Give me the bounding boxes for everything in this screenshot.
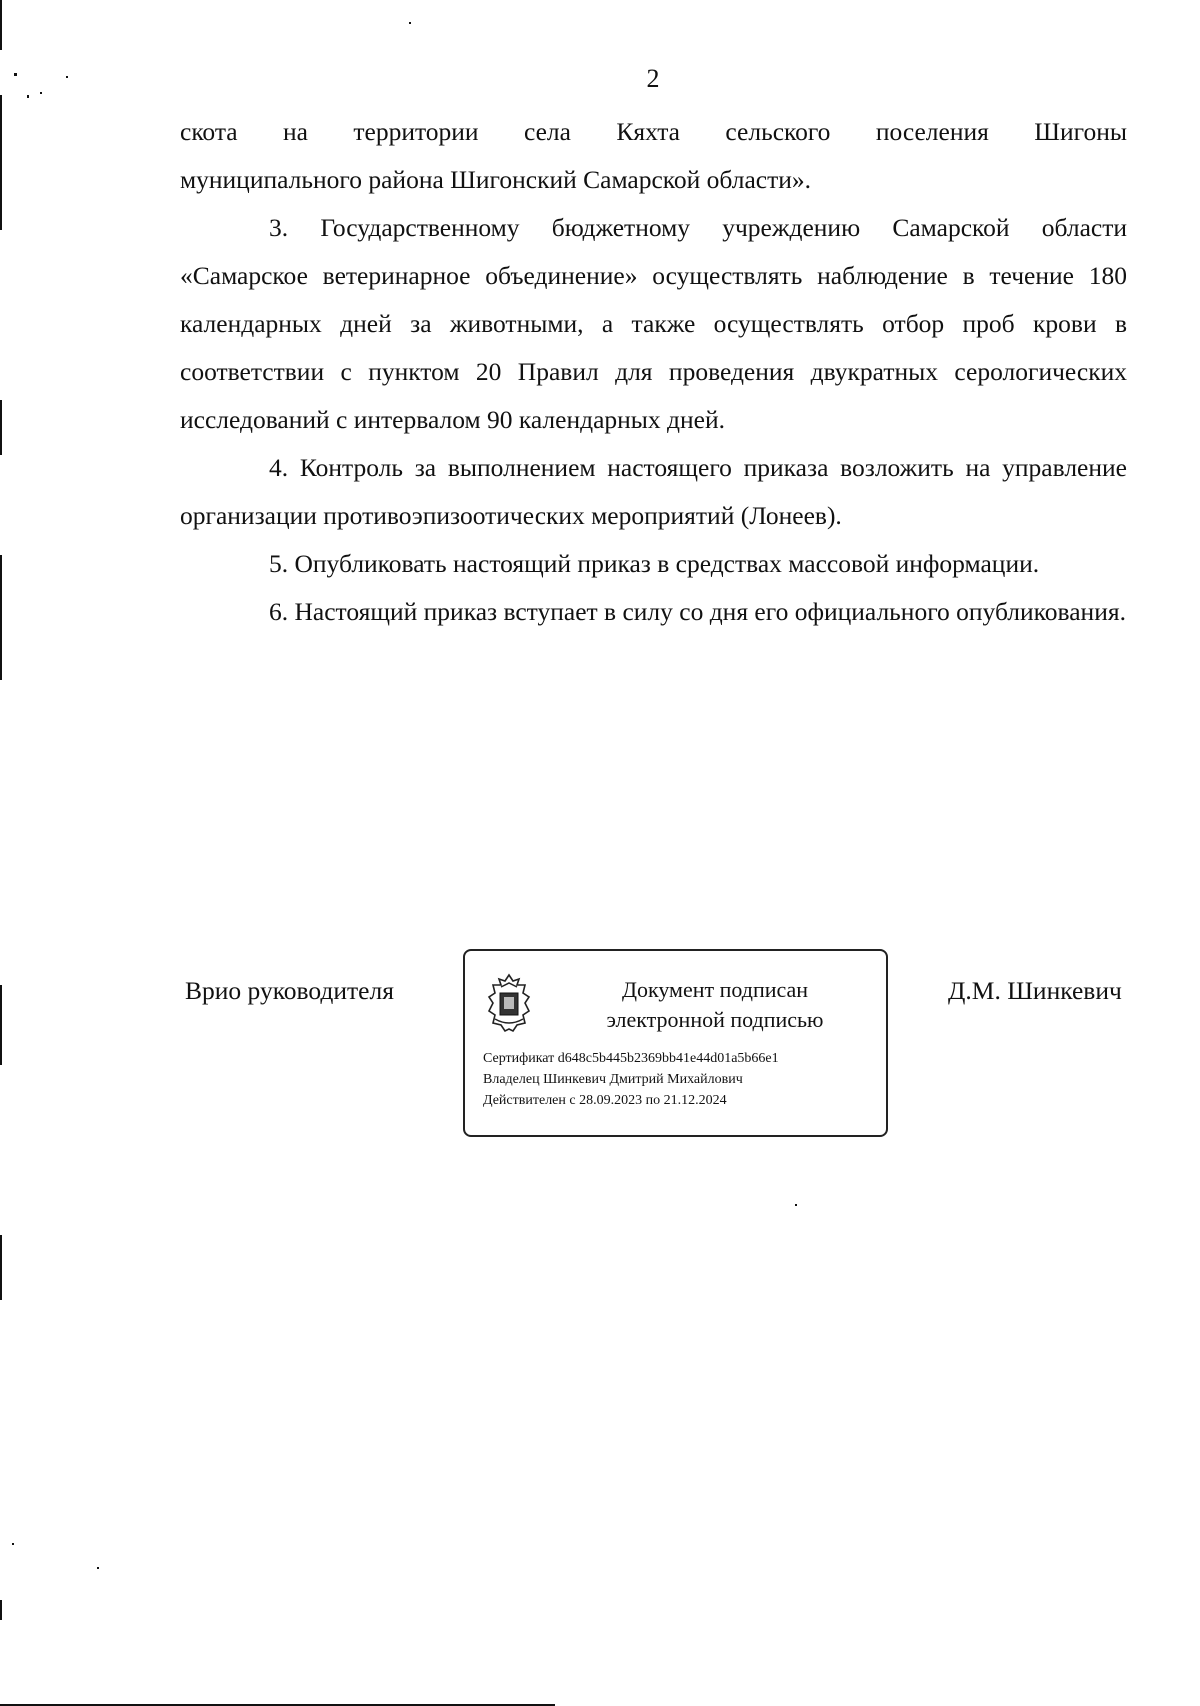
stamp-validity: Действителен с 28.09.2023 по 21.12.2024 (483, 1093, 727, 1108)
paragraph-2-continuation (180, 108, 1127, 204)
signatory-title: Врио руководителя (185, 976, 394, 1005)
paragraph-4: 4. Контроль за выполнением настоящего приказа возложить на управление организации противоэпизоотических мероприятий (Лонеев). (180, 453, 1127, 530)
scan-speck (14, 73, 17, 76)
word: поселения (875, 117, 989, 146)
paragraph-2-line-2: муниципального района Шигонский Самарской области». (180, 165, 812, 194)
word: сельского (725, 117, 831, 146)
scan-edge-mark (0, 0, 2, 50)
stamp-title-line-1: Документ подписан (621, 977, 809, 1002)
word: Кяхта (616, 117, 680, 146)
stamp-owner: Владелец Шинкевич Дмитрий Михайлович (483, 1072, 743, 1087)
scan-edge-mark (0, 400, 2, 455)
coat-of-arms-icon (483, 973, 535, 1035)
scan-speck (66, 76, 68, 78)
scan-speck (409, 22, 411, 24)
stamp-title (565, 975, 865, 1035)
word: территории (353, 117, 479, 146)
word: на (283, 117, 308, 146)
paragraph-5: 5. Опубликовать настоящий приказ в средствах массовой информации. (269, 549, 1040, 578)
scan-edge-mark (0, 555, 2, 680)
scan-edge-mark (0, 985, 2, 1065)
electronic-signature-stamp (463, 949, 888, 1137)
paragraph-3: 3. Государственному бюджетному учреждению Самарской области «Самарское ветеринарное объединение» осуществлять наблюдение в течение 180 календарных дней за животными, а также осуществлять отбор проб крови в соответствии с пунктом 20 Правил для проведения двукратных серологических исследований с интервалом 90 календарных дней. (180, 213, 1127, 434)
word: скота (180, 117, 238, 146)
scan-speck (40, 92, 42, 94)
scan-speck (27, 95, 29, 98)
document-body (180, 108, 1127, 636)
word: села (523, 117, 571, 146)
scan-speck (795, 1204, 797, 1206)
signatory-name: Д.М. Шинкевич (948, 976, 1122, 1005)
scan-edge-mark (0, 1235, 2, 1300)
paragraph-6: 6. Настоящий приказ вступает в силу со дня его официального опубликования. (269, 597, 1126, 626)
word: Шигоны (1034, 117, 1127, 146)
stamp-certificate: Сертификат d648c5b445b2369bb41e44d01a5b66e1 (483, 1051, 779, 1066)
page-number: 2 (646, 64, 660, 93)
stamp-details (483, 1048, 779, 1111)
scan-speck (97, 1567, 99, 1569)
paragraph-2-line-1 (180, 108, 1127, 156)
scan-edge-mark (0, 1600, 2, 1620)
scan-speck (12, 1543, 14, 1545)
scan-edge-mark (0, 95, 2, 230)
stamp-title-line-2: электронной подписью (606, 1007, 824, 1032)
